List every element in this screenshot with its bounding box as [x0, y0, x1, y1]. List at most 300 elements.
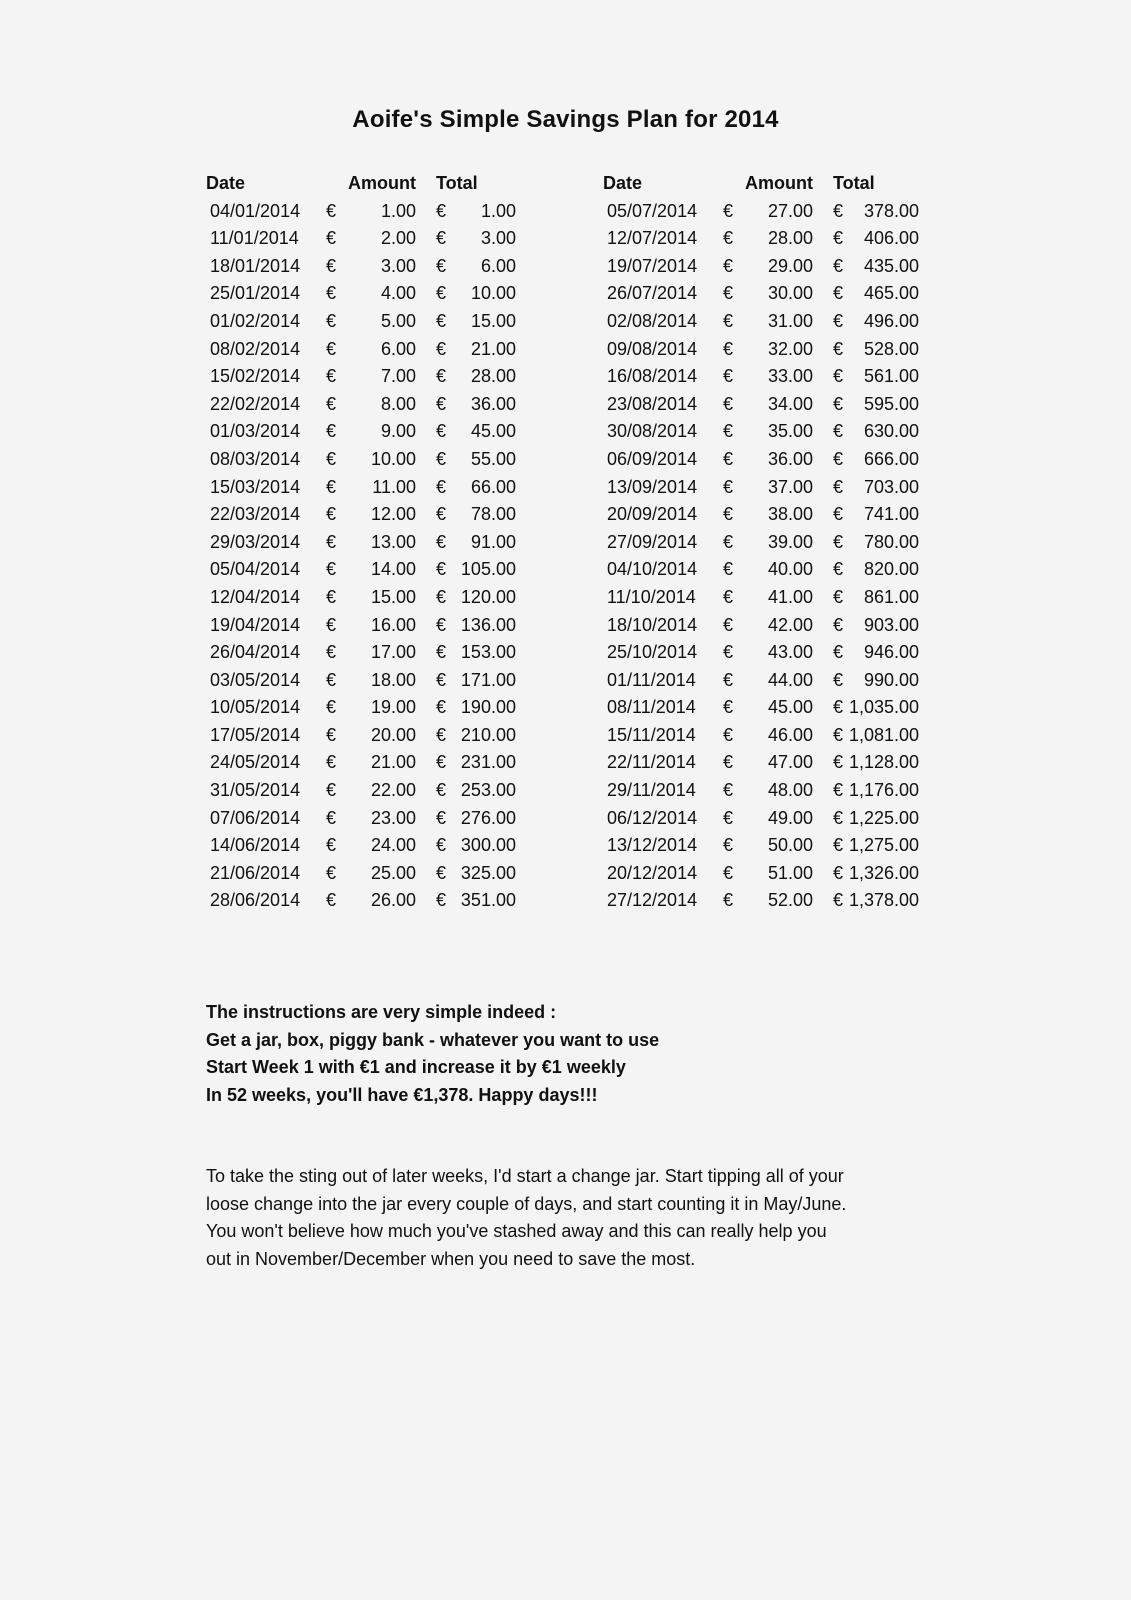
total-cell: 1,225.00: [848, 807, 920, 828]
amount-cell: 24.00: [370, 835, 416, 856]
currency-symbol: €: [723, 504, 734, 525]
date-cell: 12/07/2014: [607, 228, 698, 249]
currency-symbol: €: [435, 890, 446, 911]
amount-cell: 39.00: [767, 531, 813, 552]
amount-cell: 25.00: [370, 862, 416, 883]
currency-symbol: €: [326, 228, 337, 249]
total-cell: 946.00: [864, 642, 920, 663]
instructions-line: The instructions are very simple indeed :: [206, 1002, 557, 1022]
table-row: [206, 722, 516, 750]
table-row: [206, 805, 516, 833]
currency-symbol: €: [326, 614, 337, 635]
total-cell: 36.00: [470, 393, 516, 414]
date-cell: 15/02/2014: [210, 366, 301, 387]
currency-symbol: €: [326, 448, 337, 469]
note-line: To take the sting out of later weeks, I'd start a change jar. Start tipping all of your: [206, 1166, 844, 1186]
amount-cell: 47.00: [767, 752, 813, 773]
total-cell: 741.00: [864, 504, 920, 525]
total-cell: 351.00: [460, 890, 516, 911]
amount-cell: 45.00: [767, 697, 813, 718]
amount-cell: 48.00: [767, 780, 813, 801]
currency-symbol: €: [723, 890, 734, 911]
currency-symbol: €: [832, 421, 843, 442]
currency-symbol: €: [326, 780, 337, 801]
currency-symbol: €: [832, 614, 843, 635]
currency-symbol: €: [435, 448, 446, 469]
total-cell: 15.00: [470, 310, 516, 331]
amount-cell: 32.00: [767, 338, 813, 359]
table-row: [206, 253, 516, 281]
total-cell: 1,326.00: [848, 862, 920, 883]
amount-cell: 29.00: [767, 255, 813, 276]
amount-cell: 33.00: [767, 366, 813, 387]
table-row: [206, 777, 516, 805]
currency-symbol: €: [435, 642, 446, 663]
amount-cell: 7.00: [380, 366, 416, 387]
table-row: [206, 225, 516, 253]
currency-symbol: €: [832, 697, 843, 718]
total-cell: 820.00: [864, 559, 920, 580]
total-cell: 595.00: [864, 393, 920, 414]
table-row: [603, 612, 919, 640]
table-row: [206, 612, 516, 640]
total-cell: 435.00: [864, 255, 920, 276]
table-row: [206, 391, 516, 419]
total-cell: 1,378.00: [848, 890, 920, 911]
amount-cell: 28.00: [767, 228, 813, 249]
currency-symbol: €: [326, 669, 337, 690]
currency-symbol: €: [326, 504, 337, 525]
date-cell: 11/10/2014: [607, 586, 696, 607]
table-row: [206, 198, 516, 226]
currency-symbol: €: [326, 586, 337, 607]
currency-symbol: €: [832, 476, 843, 497]
amount-cell: 12.00: [370, 504, 416, 525]
total-cell: 1,176.00: [848, 780, 920, 801]
table-row: [603, 639, 919, 667]
table-row: [206, 501, 516, 529]
table-row: [603, 253, 919, 281]
currency-symbol: €: [326, 807, 337, 828]
currency-symbol: €: [326, 724, 337, 745]
currency-symbol: €: [723, 586, 734, 607]
total-cell: 1,035.00: [848, 697, 920, 718]
table-row: [603, 280, 919, 308]
amount-cell: 49.00: [767, 807, 813, 828]
currency-symbol: €: [435, 669, 446, 690]
total-cell: 3.00: [480, 228, 516, 249]
date-cell: 01/03/2014: [210, 421, 301, 442]
date-cell: 20/12/2014: [607, 862, 698, 883]
currency-symbol: €: [326, 476, 337, 497]
currency-symbol: €: [723, 283, 734, 304]
amount-cell: 38.00: [767, 504, 813, 525]
currency-symbol: €: [435, 393, 446, 414]
currency-symbol: €: [723, 697, 734, 718]
currency-symbol: €: [723, 338, 734, 359]
date-cell: 06/12/2014: [607, 807, 698, 828]
date-cell: 08/11/2014: [607, 697, 696, 718]
currency-symbol: €: [326, 752, 337, 773]
amount-cell: 17.00: [370, 642, 416, 663]
total-cell: 66.00: [470, 476, 516, 497]
date-cell: 24/05/2014: [210, 752, 301, 773]
amount-cell: 21.00: [370, 752, 416, 773]
amount-cell: 5.00: [380, 310, 416, 331]
currency-symbol: €: [832, 504, 843, 525]
currency-symbol: €: [326, 338, 337, 359]
table-row: [206, 556, 516, 584]
currency-symbol: €: [326, 531, 337, 552]
instructions-line: In 52 weeks, you'll have €1,378. Happy days!!!: [206, 1084, 598, 1105]
table-row: [603, 474, 919, 502]
currency-symbol: €: [832, 669, 843, 690]
page-title: Aoife's Simple Savings Plan for 2014: [352, 106, 779, 133]
currency-symbol: €: [435, 200, 446, 221]
table-row: [603, 529, 919, 557]
currency-symbol: €: [435, 531, 446, 552]
currency-symbol: €: [832, 807, 843, 828]
currency-symbol: €: [832, 586, 843, 607]
currency-symbol: €: [326, 393, 337, 414]
table-row: [206, 280, 516, 308]
table-row: [206, 418, 516, 446]
table-row: [603, 418, 919, 446]
currency-symbol: €: [435, 862, 446, 883]
total-cell: 120.00: [460, 586, 516, 607]
currency-symbol: €: [723, 835, 734, 856]
table-row: [206, 639, 516, 667]
currency-symbol: €: [326, 366, 337, 387]
amount-cell: 41.00: [767, 586, 813, 607]
date-cell: 05/07/2014: [607, 200, 698, 221]
currency-symbol: €: [832, 724, 843, 745]
table-row: [206, 363, 516, 391]
currency-symbol: €: [435, 338, 446, 359]
total-cell: 990.00: [864, 669, 920, 690]
total-cell: 78.00: [470, 504, 516, 525]
table-row: [603, 446, 919, 474]
currency-symbol: €: [832, 366, 843, 387]
currency-symbol: €: [326, 642, 337, 663]
date-cell: 04/10/2014: [607, 559, 698, 580]
date-cell: 09/08/2014: [607, 338, 698, 359]
date-cell: 01/11/2014: [607, 669, 696, 690]
table-row: [603, 777, 919, 805]
amount-cell: 22.00: [370, 780, 416, 801]
currency-symbol: €: [326, 835, 337, 856]
date-cell: 02/08/2014: [607, 310, 698, 331]
savings-table-right: [603, 170, 919, 915]
total-cell: 1.00: [480, 200, 516, 221]
currency-symbol: €: [832, 752, 843, 773]
currency-symbol: €: [723, 393, 734, 414]
amount-cell: 4.00: [380, 283, 416, 304]
date-column-header: Date: [206, 173, 246, 193]
total-column-header: Total: [832, 173, 875, 193]
currency-symbol: €: [832, 531, 843, 552]
instructions-line: Get a jar, box, piggy bank - whatever you want to use: [206, 1029, 660, 1050]
date-cell: 25/10/2014: [607, 642, 698, 663]
currency-symbol: €: [326, 310, 337, 331]
currency-symbol: €: [326, 283, 337, 304]
date-cell: 05/04/2014: [210, 559, 301, 580]
total-cell: 561.00: [864, 366, 920, 387]
amount-column-header: Amount: [745, 173, 813, 193]
total-cell: 780.00: [864, 531, 920, 552]
currency-symbol: €: [326, 559, 337, 580]
date-column-header: Date: [603, 173, 643, 193]
amount-cell: 11.00: [372, 476, 416, 497]
currency-symbol: €: [832, 228, 843, 249]
date-cell: 22/02/2014: [210, 393, 301, 414]
amount-cell: 20.00: [370, 724, 416, 745]
total-cell: 10.00: [470, 283, 516, 304]
date-cell: 21/06/2014: [210, 862, 301, 883]
amount-cell: 15.00: [370, 586, 416, 607]
currency-symbol: €: [723, 559, 734, 580]
currency-symbol: €: [326, 890, 337, 911]
amount-cell: 46.00: [767, 724, 813, 745]
date-cell: 11/01/2014: [210, 228, 299, 249]
total-cell: 496.00: [864, 310, 920, 331]
total-cell: 903.00: [864, 614, 920, 635]
table-row: [603, 832, 919, 860]
amount-cell: 9.00: [380, 421, 416, 442]
instructions-block: [206, 999, 659, 1109]
amount-cell: 8.00: [380, 393, 416, 414]
table-row: [603, 363, 919, 391]
amount-cell: 44.00: [767, 669, 813, 690]
currency-symbol: €: [326, 862, 337, 883]
date-cell: 03/05/2014: [210, 669, 301, 690]
date-cell: 19/07/2014: [607, 255, 698, 276]
date-cell: 14/06/2014: [210, 835, 301, 856]
currency-symbol: €: [832, 310, 843, 331]
currency-symbol: €: [435, 697, 446, 718]
amount-cell: 18.00: [370, 669, 416, 690]
amount-cell: 27.00: [767, 200, 813, 221]
note-line: out in November/December when you need to save the most.: [206, 1248, 696, 1269]
currency-symbol: €: [723, 862, 734, 883]
currency-symbol: €: [723, 310, 734, 331]
currency-symbol: €: [723, 255, 734, 276]
currency-symbol: €: [832, 559, 843, 580]
currency-symbol: €: [723, 780, 734, 801]
date-cell: 31/05/2014: [210, 780, 301, 801]
table-row: [603, 805, 919, 833]
total-cell: 630.00: [864, 421, 920, 442]
table-row: [603, 225, 919, 253]
table-header-row: [206, 170, 516, 198]
amount-cell: 26.00: [370, 890, 416, 911]
total-cell: 210.00: [460, 724, 516, 745]
table-row: [206, 584, 516, 612]
table-row: [603, 887, 919, 915]
date-cell: 08/02/2014: [210, 338, 301, 359]
currency-symbol: €: [832, 338, 843, 359]
date-cell: 15/11/2014: [607, 724, 696, 745]
total-cell: 91.00: [470, 531, 516, 552]
date-cell: 17/05/2014: [210, 724, 301, 745]
total-cell: 190.00: [460, 697, 516, 718]
amount-cell: 14.00: [370, 559, 416, 580]
amount-cell: 1.00: [380, 200, 416, 221]
table-row: [603, 308, 919, 336]
amount-cell: 51.00: [767, 862, 813, 883]
savings-table-left: [206, 170, 516, 915]
table-row: [206, 749, 516, 777]
table-row: [603, 584, 919, 612]
date-cell: 30/08/2014: [607, 421, 698, 442]
table-row: [603, 501, 919, 529]
currency-symbol: €: [832, 393, 843, 414]
date-cell: 27/09/2014: [607, 531, 698, 552]
table-row: [603, 860, 919, 888]
amount-cell: 30.00: [767, 283, 813, 304]
total-cell: 1,128.00: [848, 752, 920, 773]
date-cell: 25/01/2014: [210, 283, 301, 304]
note-line: You won't believe how much you've stashed away and this can really help you: [206, 1221, 827, 1242]
currency-symbol: €: [723, 448, 734, 469]
total-cell: 6.00: [480, 255, 516, 276]
total-cell: 406.00: [864, 228, 920, 249]
currency-symbol: €: [723, 421, 734, 442]
amount-cell: 23.00: [370, 807, 416, 828]
total-cell: 231.00: [460, 752, 516, 773]
currency-symbol: €: [723, 614, 734, 635]
amount-cell: 31.00: [767, 310, 813, 331]
currency-symbol: €: [723, 642, 734, 663]
table-row: [603, 694, 919, 722]
date-cell: 08/03/2014: [210, 448, 301, 469]
date-cell: 26/07/2014: [607, 283, 698, 304]
amount-cell: 35.00: [767, 421, 813, 442]
date-cell: 15/03/2014: [210, 476, 301, 497]
amount-cell: 16.00: [370, 614, 416, 635]
currency-symbol: €: [326, 421, 337, 442]
change-jar-note: [206, 1163, 926, 1273]
table-header-row: [603, 170, 919, 198]
currency-symbol: €: [326, 200, 337, 221]
total-column-header: Total: [435, 173, 478, 193]
currency-symbol: €: [435, 228, 446, 249]
table-row: [603, 556, 919, 584]
date-cell: 22/03/2014: [210, 504, 301, 525]
date-cell: 13/12/2014: [607, 835, 698, 856]
currency-symbol: €: [435, 283, 446, 304]
total-cell: 55.00: [470, 448, 516, 469]
table-row: [206, 887, 516, 915]
total-cell: 1,275.00: [848, 835, 920, 856]
currency-symbol: €: [832, 448, 843, 469]
amount-cell: 37.00: [767, 476, 813, 497]
amount-cell: 40.00: [767, 559, 813, 580]
date-cell: 19/04/2014: [210, 614, 301, 635]
amount-cell: 52.00: [767, 890, 813, 911]
date-cell: 18/10/2014: [607, 614, 698, 635]
currency-symbol: €: [723, 724, 734, 745]
table-row: [603, 198, 919, 226]
currency-symbol: €: [435, 752, 446, 773]
date-cell: 20/09/2014: [607, 504, 698, 525]
currency-symbol: €: [832, 283, 843, 304]
date-cell: 22/11/2014: [607, 752, 696, 773]
currency-symbol: €: [723, 669, 734, 690]
note-line: loose change into the jar every couple of days, and start counting it in May/June.: [206, 1193, 847, 1214]
date-cell: 29/03/2014: [210, 531, 301, 552]
amount-cell: 34.00: [767, 393, 813, 414]
total-cell: 1,081.00: [848, 724, 920, 745]
currency-symbol: €: [435, 835, 446, 856]
amount-cell: 10.00: [370, 448, 416, 469]
currency-symbol: €: [435, 504, 446, 525]
currency-symbol: €: [832, 200, 843, 221]
date-cell: 26/04/2014: [210, 642, 301, 663]
date-cell: 16/08/2014: [607, 366, 698, 387]
currency-symbol: €: [723, 200, 734, 221]
amount-column-header: Amount: [348, 173, 416, 193]
total-cell: 325.00: [460, 862, 516, 883]
total-cell: 21.00: [470, 338, 516, 359]
currency-symbol: €: [832, 862, 843, 883]
currency-symbol: €: [832, 835, 843, 856]
amount-cell: 50.00: [767, 835, 813, 856]
currency-symbol: €: [832, 780, 843, 801]
currency-symbol: €: [832, 255, 843, 276]
currency-symbol: €: [435, 614, 446, 635]
total-cell: 28.00: [470, 366, 516, 387]
date-cell: 07/06/2014: [210, 807, 301, 828]
amount-cell: 42.00: [767, 614, 813, 635]
table-row: [603, 749, 919, 777]
amount-cell: 2.00: [380, 228, 416, 249]
currency-symbol: €: [723, 531, 734, 552]
currency-symbol: €: [435, 421, 446, 442]
total-cell: 528.00: [864, 338, 920, 359]
date-cell: 29/11/2014: [607, 780, 696, 801]
currency-symbol: €: [832, 642, 843, 663]
currency-symbol: €: [435, 807, 446, 828]
date-cell: 06/09/2014: [607, 448, 698, 469]
date-cell: 13/09/2014: [607, 476, 698, 497]
currency-symbol: €: [326, 255, 337, 276]
table-row: [206, 667, 516, 695]
amount-cell: 3.00: [380, 255, 416, 276]
total-cell: 153.00: [460, 642, 516, 663]
amount-cell: 13.00: [370, 531, 416, 552]
total-cell: 703.00: [864, 476, 920, 497]
table-row: [603, 667, 919, 695]
amount-cell: 6.00: [380, 338, 416, 359]
date-cell: 27/12/2014: [607, 890, 698, 911]
currency-symbol: €: [435, 559, 446, 580]
date-cell: 10/05/2014: [210, 697, 301, 718]
table-row: [206, 832, 516, 860]
table-row: [603, 336, 919, 364]
table-row: [603, 722, 919, 750]
currency-symbol: €: [723, 752, 734, 773]
total-cell: 276.00: [460, 807, 516, 828]
table-row: [206, 860, 516, 888]
currency-symbol: €: [435, 310, 446, 331]
total-cell: 300.00: [460, 835, 516, 856]
total-cell: 666.00: [864, 448, 920, 469]
currency-symbol: €: [723, 807, 734, 828]
currency-symbol: €: [435, 366, 446, 387]
date-cell: 01/02/2014: [210, 310, 301, 331]
amount-cell: 43.00: [767, 642, 813, 663]
